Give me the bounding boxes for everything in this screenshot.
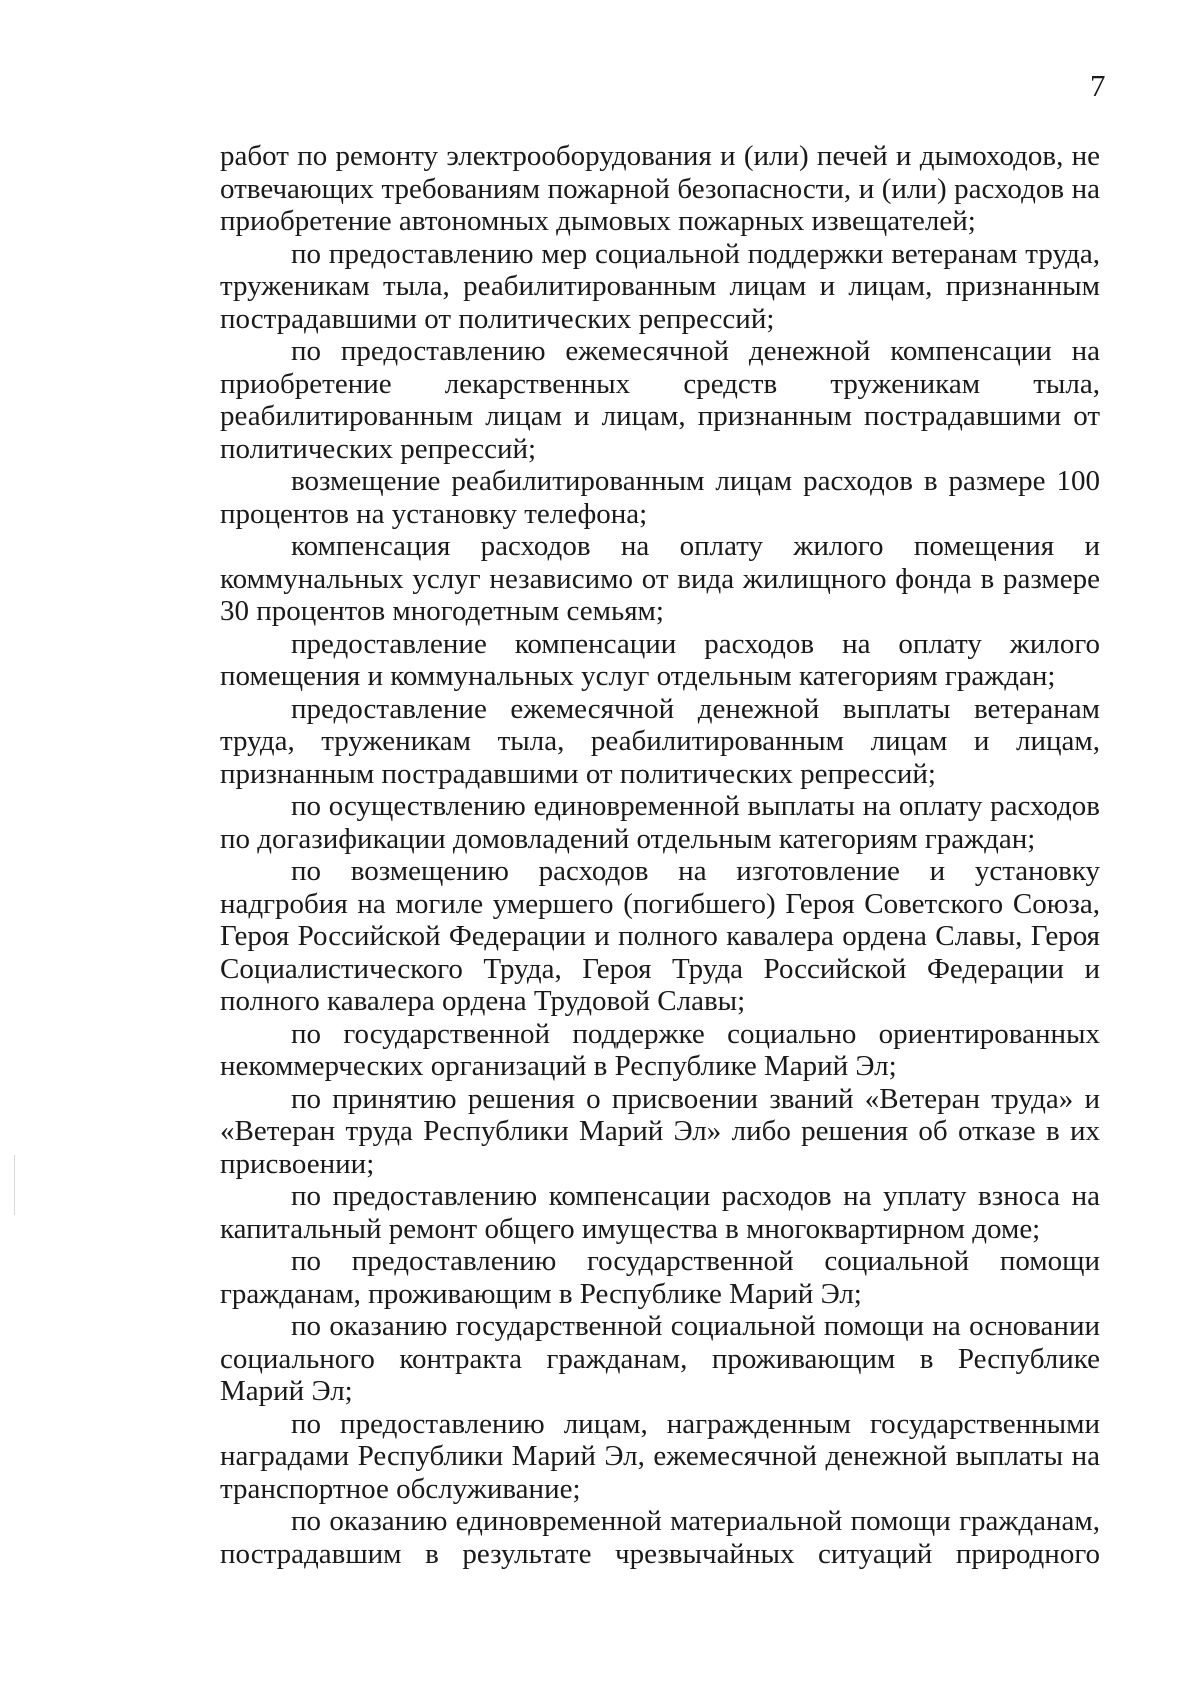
paragraph-gasification-payment: по осуществлению единовременной выплаты на оплату расходов по догазификации домовладений отдельным категориям граждан; xyxy=(220,790,1100,855)
document-body xyxy=(220,140,1100,1570)
paragraph-social-contract: по оказанию государственной социальной помощи на основании социального контракта гражданам, проживающим в Республике Марий Эл; xyxy=(220,1310,1100,1407)
paragraph-medicine-compensation: по предоставлению ежемесячной денежной компенсации на приобретение лекарственных средств труженикам тыла, реабилитированным лицам и лицам, признанным пострадавшими от политических репрессий; xyxy=(220,335,1100,465)
paragraph-veteran-title: по принятию решения о присвоении званий «Ветеран труда» и «Ветеран труда Республики Марий Эл» либо решения об отказе в их присвоении; xyxy=(220,1082,1100,1180)
paragraph-capital-repair: по предоставлению компенсации расходов на уплату взноса на капитальный ремонт общего имущества в многоквартирном доме; xyxy=(220,1180,1100,1245)
scan-edge-mark xyxy=(14,1155,15,1215)
paragraph-social-assistance: по предоставлению государственной социальной помощи гражданам, проживающим в Республике Марий Эл; xyxy=(220,1245,1100,1310)
paragraph-monthly-payment: предоставление ежемесячной денежной выплаты ветеранам труда, труженикам тыла, реабилитированным лицам и лицам, признанным пострадавшими от политических репрессий; xyxy=(220,692,1100,790)
paragraph-veterans-support: по предоставлению мер социальной поддержки ветеранам труда, труженикам тыла, реабилитированным лицам и лицам, признанным пострадавшими от политических репрессий; xyxy=(220,237,1100,335)
paragraph-telephone-reimbursement: возмещение реабилитированным лицам расходов в размере 100 процентов на установку телефона; xyxy=(220,465,1100,530)
paragraph-nonprofit-support: по государственной поддержке социально ориентированных некоммерческих организаций в Республике Марий Эл; xyxy=(220,1017,1100,1082)
paragraph-continuation: работ по ремонту электрооборудования и (или) печей и дымоходов, не отвечающих требованиям пожарной безопасности, и (или) расходов на приобретение автономных дымовых пожарных извещателей; xyxy=(220,140,1100,237)
paragraph-large-family-housing: компенсация расходов на оплату жилого помещения и коммунальных услуг независимо от вида жилищного фонда в размере 30 процентов многодетным семьям; xyxy=(220,530,1100,627)
paragraph-housing-compensation: предоставление компенсации расходов на оплату жилого помещения и коммунальных услуг отдельным категориям граждан; xyxy=(220,627,1100,692)
paragraph-transport-payment: по предоставлению лицам, награжденным государственными наградами Республики Марий Эл, ежемесячной денежной выплаты на транспортное обслуживание; xyxy=(220,1407,1100,1505)
paragraph-emergency-assistance: по оказанию единовременной материальной помощи гражданам, пострадавшим в результате чрезвычайных ситуаций природного xyxy=(220,1505,1100,1570)
paragraph-tombstone-reimbursement: по возмещению расходов на изготовление и установку надгробия на могиле умершего (погибшего) Героя Советского Союза, Героя Российской Федерации и полного кавалера ордена Славы, Героя Социалистического Труда, Героя Труда Российской Федерации и полного кавалера ордена Трудовой Славы; xyxy=(220,855,1100,1017)
page-number: 7 xyxy=(1090,68,1106,103)
